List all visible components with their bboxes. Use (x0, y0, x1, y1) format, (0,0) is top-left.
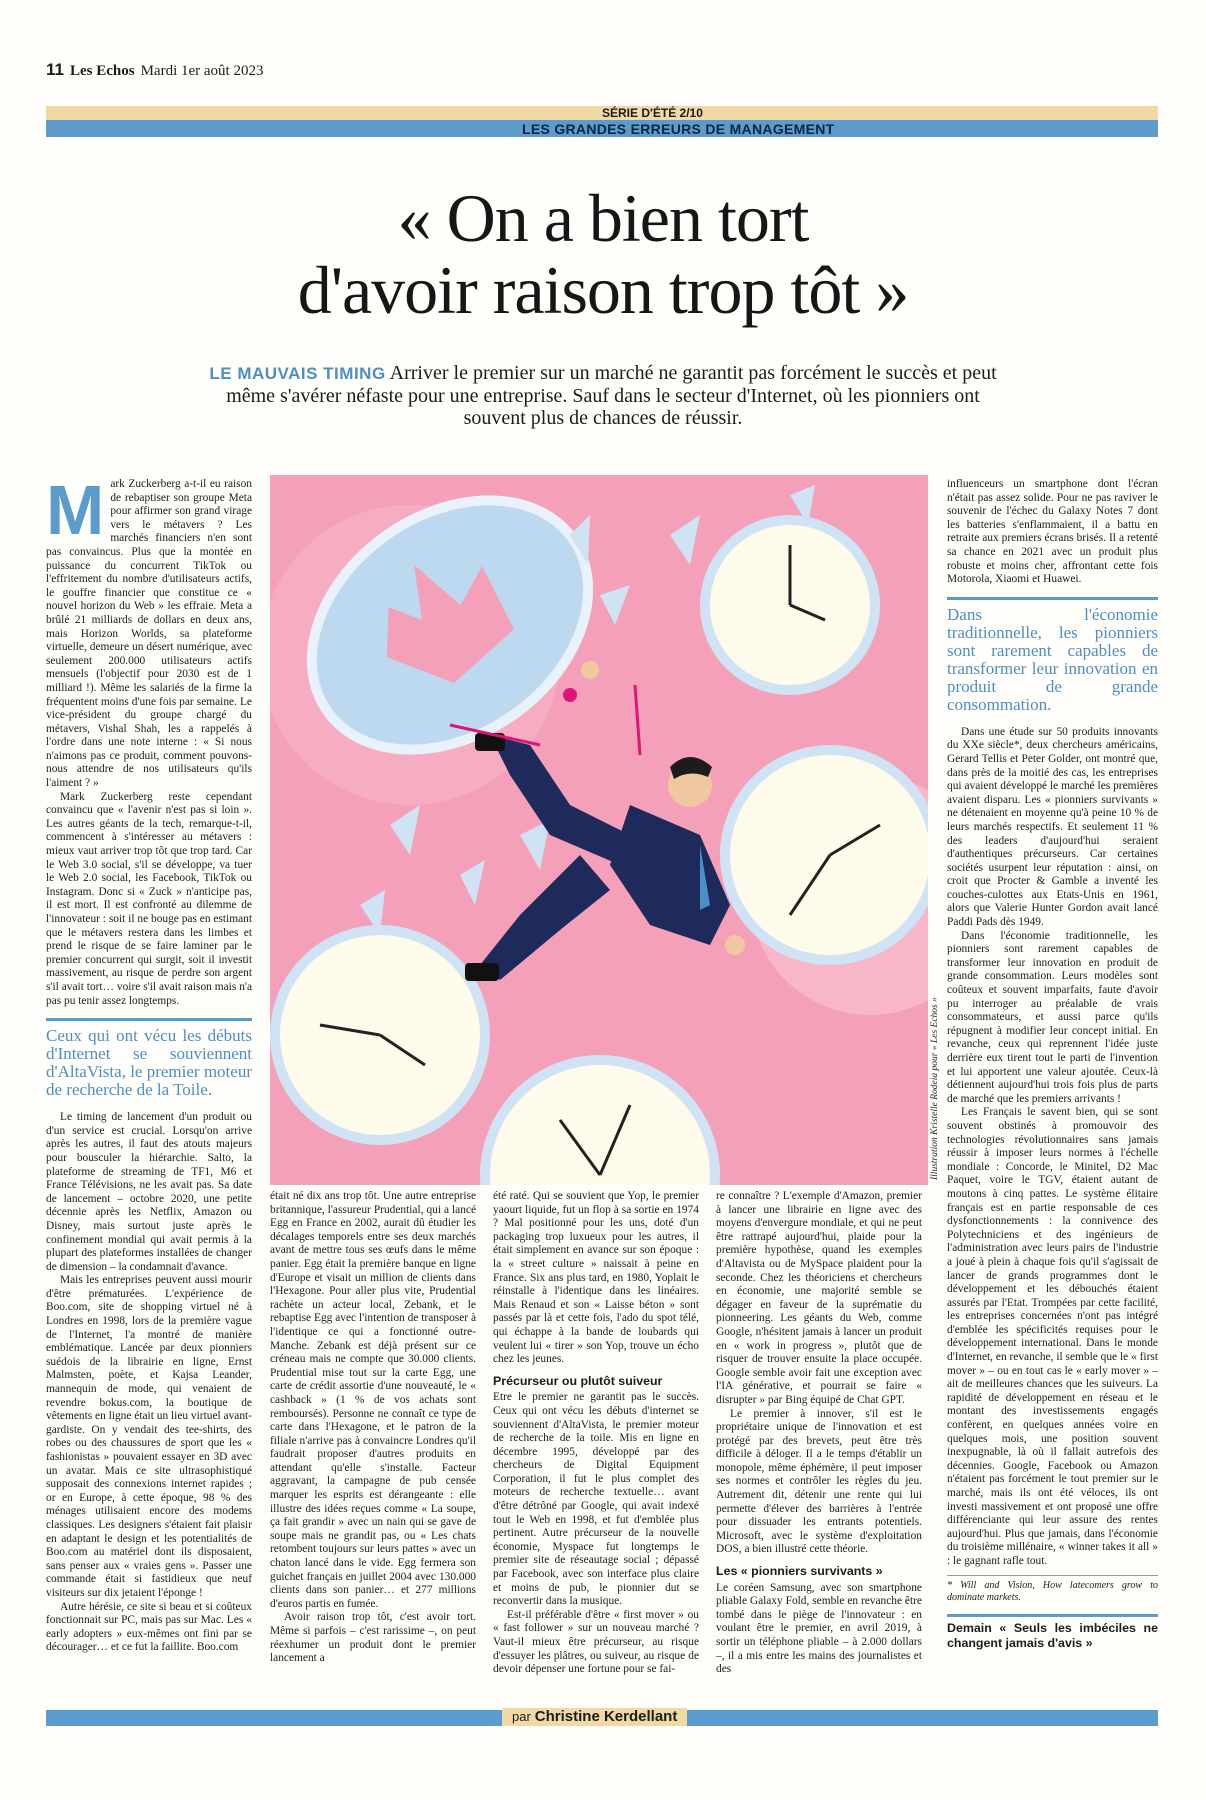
paragraph: Mark Zuckerberg reste cependant convaincu que « l'avenir n'est pas si loin ». Les autres géants de la tech, remarque-t-il, commencent à s'intéresser au métavers : mieux vaut arriver trop tôt que trop tard. Car le Web 3.0 social, s'il se développe, va tuer le Web 2.0 social, les Facebook, TikTok ou Instagram. Donc si « Zuck » n'anticipe pas, il est mort. Il est confronté au dilemme de l'innovateur : soit il ne bouge pas en estimant que le métavers restera dans les limbes et prend le risque de se faire laminer par le premier concurrent qui surgit, soit il investit massivement, au risque de perdre son argent s'il avait tort… voire s'il avait raison mais n'a pas pu tenir assez longtemps. (46, 790, 252, 1007)
column-1 (46, 471, 252, 1655)
paragraph-text: ark Zuckerberg a-t-il eu raison de rebaptiser son groupe Meta pour affirmer son grand virage vers le métavers ? Les marchés financiers n'en sont pas convaincus. Plus que la montée en puissance du concurrent TikTok ou l'effritement du nombre d'utilisateurs actifs, le gouffre financier que constitue ce « nouvel horizon du Web » les effraie. Meta a brûlé 21 milliards de dollars en deux ans, mais Horizon Worlds, sa plateforme virtuelle, demeure un désert numérique, avec seulement 200.000 utilisateurs actifs mensuels (l'objectif pour 2030 est de 1 milliard !). Même les salariés de la firme la fréquentent moins d'une fois par semaine. Le vice-président du groupe chargé du métavers, Vishal Shah, les a rappelés à l'ordre dans une note interne : « Si nous n'aimons pas ce produit, comment pouvons-nous attendre de nos utilisateurs qu'ils l'aiment ? » (46, 478, 252, 790)
credit-text: Illustration Kristelle Rodeia pour « Les Echos » (930, 997, 940, 1180)
pull-quote: Dans l'économie traditionnelle, les pionniers sont rarement capables de transformer leur innovation en produit de grande consommation. (947, 597, 1158, 714)
byline-author: Christine Kerdellant (534, 1708, 678, 1725)
paragraph: Le coréen Samsung, avec son smartphone pliable Galaxy Fold, semble en revanche être tombé dans le piège de l'innovateur : en voulant être le premier, en avril 2019, à sortir un téléphone pliable – à 2.000 dollars –, il a mis entre les mains des journalistes et des (716, 1581, 922, 1676)
footnote: * Will and Vision, How latecomers grow to dominate markets. (947, 1575, 1158, 1604)
headline-line-1: « On a bien tort (397, 180, 809, 256)
byline-par: par (512, 1709, 531, 1724)
paragraph: était né dix ans trop tôt. Une autre entreprise britannique, l'assureur Prudential, qui a lancé Egg en France en 2002, aurait dû étudier les décalages temporels entre ses deux marchés avant de mettre tous ses œufs dans le même panier. Egg était la première banque en ligne d'Europe et visait un million de clients dans l'Hexagone. Pour aller plus vite, Prudential rachète un acteur local, Zebank, et le rebaptise Egg avec l'intention de transposer à l'identique ce qui a fonctionné outre-Manche. Zebank est déjà présent sur ce créneau mais ne compte que 30.000 clients. Prudential mise tout sur la carte Egg, une carte de crédit assortie d'une nouveauté, le « cashback » (1 % de vos achats sont remboursés). Personne ne connaît ce type de carte dans l'Hexagone, et le patron de la filiale n'arrive pas à convaincre Londres qu'il faudrait proposer d'autres produits en attendant qu'elle s'installe. Facteur aggravant, la campagne de pub censée marquer les esprits est dérangeante : elle illustre des idées reçues comme « La soupe, ça fait grandir » avec un nain qui se gave de soupe mais ne grandit pas, ou « Les chats retombent toujours sur leurs pattes » avec un chaton lancé dans le vide. Egg fermera son guichet français en juillet 2004 avec 130.000 clients dans son panier… et 277 millions d'euros partis en fumée. (270, 1190, 476, 1610)
clock (725, 750, 928, 960)
lead-paragraph (46, 471, 252, 791)
headline-line-2: d'avoir raison trop tôt » (297, 252, 909, 328)
headline (120, 182, 1086, 326)
illustration (270, 475, 928, 1185)
subheading: Les « pionniers survivants » (716, 1564, 883, 1579)
subheading: Précurseur ou plutôt suiveur (493, 1373, 663, 1388)
column-4 (716, 1190, 922, 1677)
byline-band (46, 1710, 1158, 1726)
publication-name: Les Echos (69, 63, 135, 79)
paragraph: Autre hérésie, ce site si beau et si coûteux fonctionnait sur PC, mais pas sur Mac. Les « early adopters » eux-mêmes ont fini par se décourager… et ce fut la faillite. Boo.com (46, 1600, 252, 1654)
clock (275, 930, 485, 1140)
standfirst (200, 362, 1006, 429)
paragraph: Est-il préférable d'être « first mover » ou « fast follower » sur un nouveau marché ? Vaut-il mieux être précurseur, au risque d'essuyer les plâtres, ou suiveur, au risque de devoir dépenser une fortune pour se fai- (493, 1608, 699, 1676)
paragraph: Mais les entreprises peuvent aussi mourir d'être prématurées. L'expérience de Boo.com, site de shopping virtuel né à Londres en 1998, lors de la première vague de l'Internet, l'a montré de manière emblématique. Lancée par deux pionniers suédois de la librairie en ligne, Ernst Malmsten, poète, et Kajsa Leander, mannequin de mode, qui venaient de revendre bokus.com, la boutique de vêtements en ligne était un lieu virtuel avant-gardiste. On y vendait des tee-shirts, des robes ou des chaussures de sport que les « fashionistas » pouvaient essayer en 3D avec un avatar. Mais ce site ultrasophistiqué supposait des connexions internet rapides ; or en Europe, à cette époque, 98 % des ménages utilisaient encore des modems classiques. Les designers s'étaient fait plaisir en adaptant le design et les potentialités de Boo.com au matériel dont ils disposaient, sans penser aux « vraies gens ». Passer une commande était si fastidieux que neuf visiteurs sur dix jetaient l'éponge ! (46, 1274, 252, 1599)
paragraph: été raté. Qui se souvient que Yop, le premier yaourt liquide, fut un flop à sa sortie en 1974 ? Mal positionné pour les uns, doté d'un packaging trop luxueux pour les autres, il était simplement en avance sur son époque : la « street culture » naissait à peine en France. Six ans plus tard, en 1980, Yoplait le réinstalle à l'identique dans les linéaires. Mais Renaud et son « Laisse béton » sont passés par là et cette fois, l'ado du spot télé, qui échappe à la bande de loubards qui veulent lui « tirer » son Yop, trouve un écho chez les jeunes. (493, 1190, 699, 1366)
next-episode-teaser[interactable]: Demain « Seuls les imbéciles ne changent jamais d'avis » (947, 1614, 1158, 1651)
column-2 (270, 1190, 476, 1666)
column-3 (493, 1190, 699, 1677)
paragraph: Etre le premier ne garantit pas le succès. Ceux qui ont vécu les débuts d'internet se souviennent d'AltaVista, le premier moteur de recherche de la toile. Mis en ligne en décembre 1995, développé par des chercheurs de Digital Equipment Corporation, il fut le plus complet des moteurs de recherche textuelle… avant d'être détrôné par Google, qui avait indexé tout le Web en 1998, et fut d'emblée plus pertinent. Autre précurseur de la nouvelle économie, Myspace fut longtemps le premier site de réseautage social ; dépassé par Facebook, avec son interface plus claire et moins de pub, le pionnier dut se reconvertir dans la musique. (493, 1391, 699, 1608)
paragraph: Avoir raison trop tôt, c'est avoir tort. Même si parfois – c'est rarissime –, on peut réexhumer un produit dont le premier lancement a (270, 1611, 476, 1665)
column-5 (947, 478, 1158, 1651)
illustration-credit (930, 990, 944, 1180)
paragraph: Les Français le savent bien, qui se sont souvent obstinés à promouvoir des technologies révolutionnaires sans jamais réussir à imposer leurs normes à l'échelle mondiale : Concorde, le Minitel, D2 Mac Paquet, voire le TGV, étaient autant de moutons à cinq pattes. Le système élitaire français est en partie responsable de ces dysfonctionnements : la connivence des Polytechniciens et des ingénieurs de l'administration avec leurs pairs de l'industrie a joué à plein à chaque fois qu'il s'agissait de lancer de grands programmes dont le développement et les débouchés étaient assurés par l'Etat. Trompées par cette facilité, les entreprises concernées n'ont pas intégré d'emblée les spécificités requises pour le développement international. Dans le monde d'Internet, en revanche, il semble que le « first mover » – ou en tout cas le « early mover » – ait de meilleures chances que les suiveurs. La rapidité de développement en réseau et le montant des investissements engagés confèrent, en quelques années voire en quelques mois, une position souvent inexpugnable, là où il fallait autrefois des décennies. Google, Facebook ou Amazon n'étaient pas forcément le tout premier sur le marché, mais ils ont été véloces, ils ont investi massivement et ont proposé une offre différenciante qui leur assure des rentes aujourd'hui. Plus que jamais, dans l'économie du troisième millénaire, « winner takes it all » : le gagnant rafle tout. (947, 1106, 1158, 1567)
pull-quote: Ceux qui ont vécu les débuts d'Internet se souviennent d'AltaVista, le premier moteur de recherche de la Toile. (46, 1018, 252, 1099)
series-name: SÉRIE D'ÉTÉ (602, 106, 677, 120)
rubric: LES GRANDES ERREURS DE MANAGEMENT (522, 121, 835, 137)
series-number: 2/10 (679, 106, 703, 120)
folio (46, 60, 263, 80)
series-label (566, 106, 703, 120)
clock (705, 520, 875, 690)
paragraph: Le premier à innover, s'il est le propriétaire unique de l'innovation et est protégé par des brevets, peut être très difficile à déloger. Il a le temps d'établir un monopole, même éphémère, il peut imposer ses normes et contrôler les règles du jeu. Autrement dit, détenir une rente qui lui permette d'élever des barrières à l'entrée pour dissuader les entrants potentiels. Microsoft, avec le système d'exploitation DOS, a bien illustré cette théorie. (716, 1407, 922, 1556)
paragraph: Dans une étude sur 50 produits innovants du XXe siècle*, deux chercheurs américains, Gerard Tellis et Peter Golder, ont montré que, dans près de la moitié des cas, les entreprises qui avaient développé le marché les premières avaient disparu. Les « pionniers survivants » ne détenaient en moyenne qu'à peine 10 % de leurs marchés respectifs. Et seulement 11 % des leaders d'aujourd'hui seraient d'authentiques précurseurs. Car certaines sociétés usurpent leur réputation : ainsi, on croit que Procter & Gamble a inventé les couches-culottes aux Etats-Unis en 1961, alors que Valerie Hunter Gordon avait lancé Paddi Pads dès 1949. (947, 725, 1158, 929)
page-number: 11 (46, 60, 64, 79)
drop-cap: M (46, 471, 105, 549)
series-band (46, 106, 1158, 138)
standfirst-text: Arriver le premier sur un marché ne garantit pas forcément le succès et peut même s'avérer néfaste pour une entreprise. Sauf dans le secteur d'Internet, où les pionniers ont souvent plus de chances de réussir. (226, 362, 997, 429)
byline (502, 1708, 687, 1726)
paragraph: re connaître ? L'exemple d'Amazon, premier à lancer une librairie en ligne avec des moyens d'envergure mondiale, et qui ne peut être rattrapé aujourd'hui, plaide pour la première hypothèse, quand les exemples d'Altavista ou de MySpace plaident pour la seconde. Chez les théoriciens et chercheurs en économie, une majorité semble se dégager en faveur de la suprématie du pionneering. Les géants du Web, comme Google, n'hésitent jamais à lancer un produit en « work in progress », plutôt que de risquer de trouver ensuite la place occupée. Google semble avoir fait une exception avec l'IA générative, et pourrait se faire « disrupter » par Bing équipé de Chat GPT. (716, 1190, 922, 1406)
issue-date: Mardi 1er août 2023 (140, 63, 264, 79)
illustration-falling-businessman (270, 475, 928, 1185)
paragraph: Dans l'économie traditionnelle, les pionniers sont rarement capables de transformer leur innovation en produit de grande consommation. Leurs modèles sont coûteux et souvent imparfaits, faute d'avoir pu interroger au préalable de vrais consommateurs, et aussi parce qu'ils répugnent à modifier leur concept initial. En revanche, ceux qui reprennent l'idée juste derrière eux tirent tout le parti de l'invention et lui apportent une valeur ajoutée. Ceux-là détiennent aujourd'hui trois fois plus de parts de marché que les premiers arrivants ! (947, 929, 1158, 1105)
standfirst-kicker: LE MAUVAIS TIMING (209, 364, 386, 383)
paragraph: Le timing de lancement d'un produit ou d'un service est crucial. Lorsqu'on arrive après les autres, il faut des atouts majeurs pour bousculer la hiérarchie. Salto, la plateforme de streaming de TF1, M6 et France Télévisions, ne les avait pas. Sa date de lancement – octobre 2020, une petite décennie après les Netflix, Amazon ou Disney, mais surtout juste après le confinement mondial qui avait permis à la plupart des plateformes installées de changer de dimension – la condamnait d'avance. (46, 1111, 252, 1273)
paragraph: influenceurs un smartphone dont l'écran n'était pas assez solide. Pour ne pas raviver le souvenir de l'échec du Galaxy Notes 7 dont les batteries s'enflammaient, il a battu en retraite aux premiers écrans brisés. Il a retenté sa chance en 2021 avec un produit plus robuste et moins cher, affrontant cette fois Motorola, Xiaomi et Huawei. (947, 478, 1158, 586)
